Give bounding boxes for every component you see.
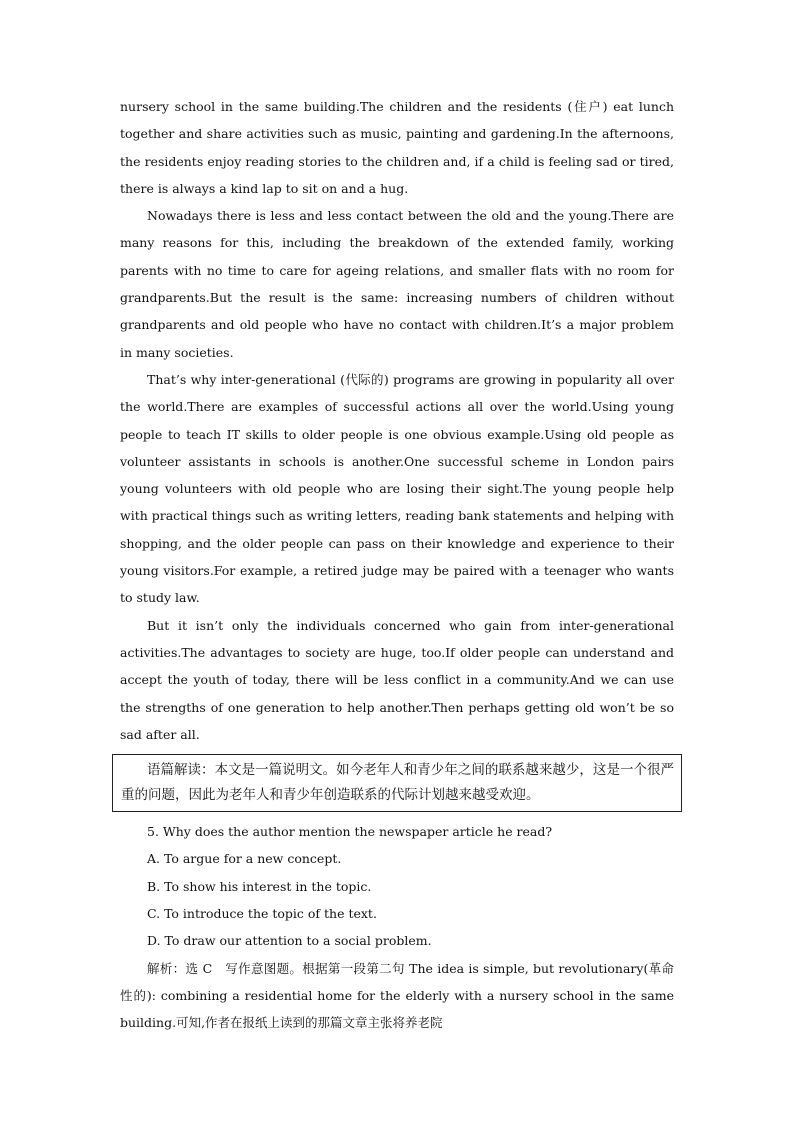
passage-paragraph-3: That’s why inter-generational (代际的) programs are growing in popularity all over the world.There are examples of successful actions all over the world.Using young people to teach IT skills to older people is one obvious example.Using old people as volunteer assistants in schools is another.One successful scheme in London pairs young volunteers with old people who are losing their sight.The young people help with practical things such as writing letters, reading bank statements and helping with shopping, and the older people can pass on their knowledge and experience to their young visitors.For example, a retired judge may be paired with a teenager who wants to study law. <box>120 371 675 606</box>
passage-paragraph-1: nursery school in the same building.The children and the residents (住户) eat lunch together and share activities such as music, painting and gardening.In the afternoons, the residents enjoy reading stories to the children and, if a child is feeling sad or tired, there is always a kind lap to sit on and a hug. <box>120 99 674 196</box>
option-b: B. To show his interest in the topic. <box>147 878 372 894</box>
option-c: C. To introduce the topic of the text. <box>147 906 377 922</box>
question-stem: 5. Why does the author mention the newspaper article he read? <box>147 824 553 840</box>
document-body <box>120 93 674 1037</box>
passage-paragraph-4: But it isn’t only the individuals concerned who gain from inter-generational activities.The advantages to society are huge, too.If older people can understand and accept the youth of today, there will be less conflict in a community.And we can use the strengths of one generation to help another.Then perhaps getting old won’t be so sad after all. <box>120 617 674 742</box>
option-a: A. To argue for a new concept. <box>147 851 342 867</box>
passage-paragraph-2: Nowadays there is less and less contact between the old and the young.There are many reasons for this, including the breakdown of the extended family, working parents with no time to care for ageing relations, and smaller flats with no room for grandparents.But the result is the same: increasing numbers of children without grandparents and old people who have no contact with children.It’s a major problem in many societies. <box>120 208 674 360</box>
answer-analysis: 解析：选 C 写作意图题。根据第一段第二句 The idea is simple, but revolutionary(革命性的): combining a residential home for the elderly with a nursery school in the same building.可知,作者在报纸上读到的那篇文章主张将养老院 <box>120 960 674 1031</box>
summary-box: 语篇解读：本文是一篇说明文。如今老年人和青少年之间的联系越来越少，这是一个很严重的问题，因此为老年人和青少年创造联系的代际计划越来越受欢迎。 <box>112 754 682 812</box>
option-d: D. To draw our attention to a social problem. <box>147 933 432 949</box>
